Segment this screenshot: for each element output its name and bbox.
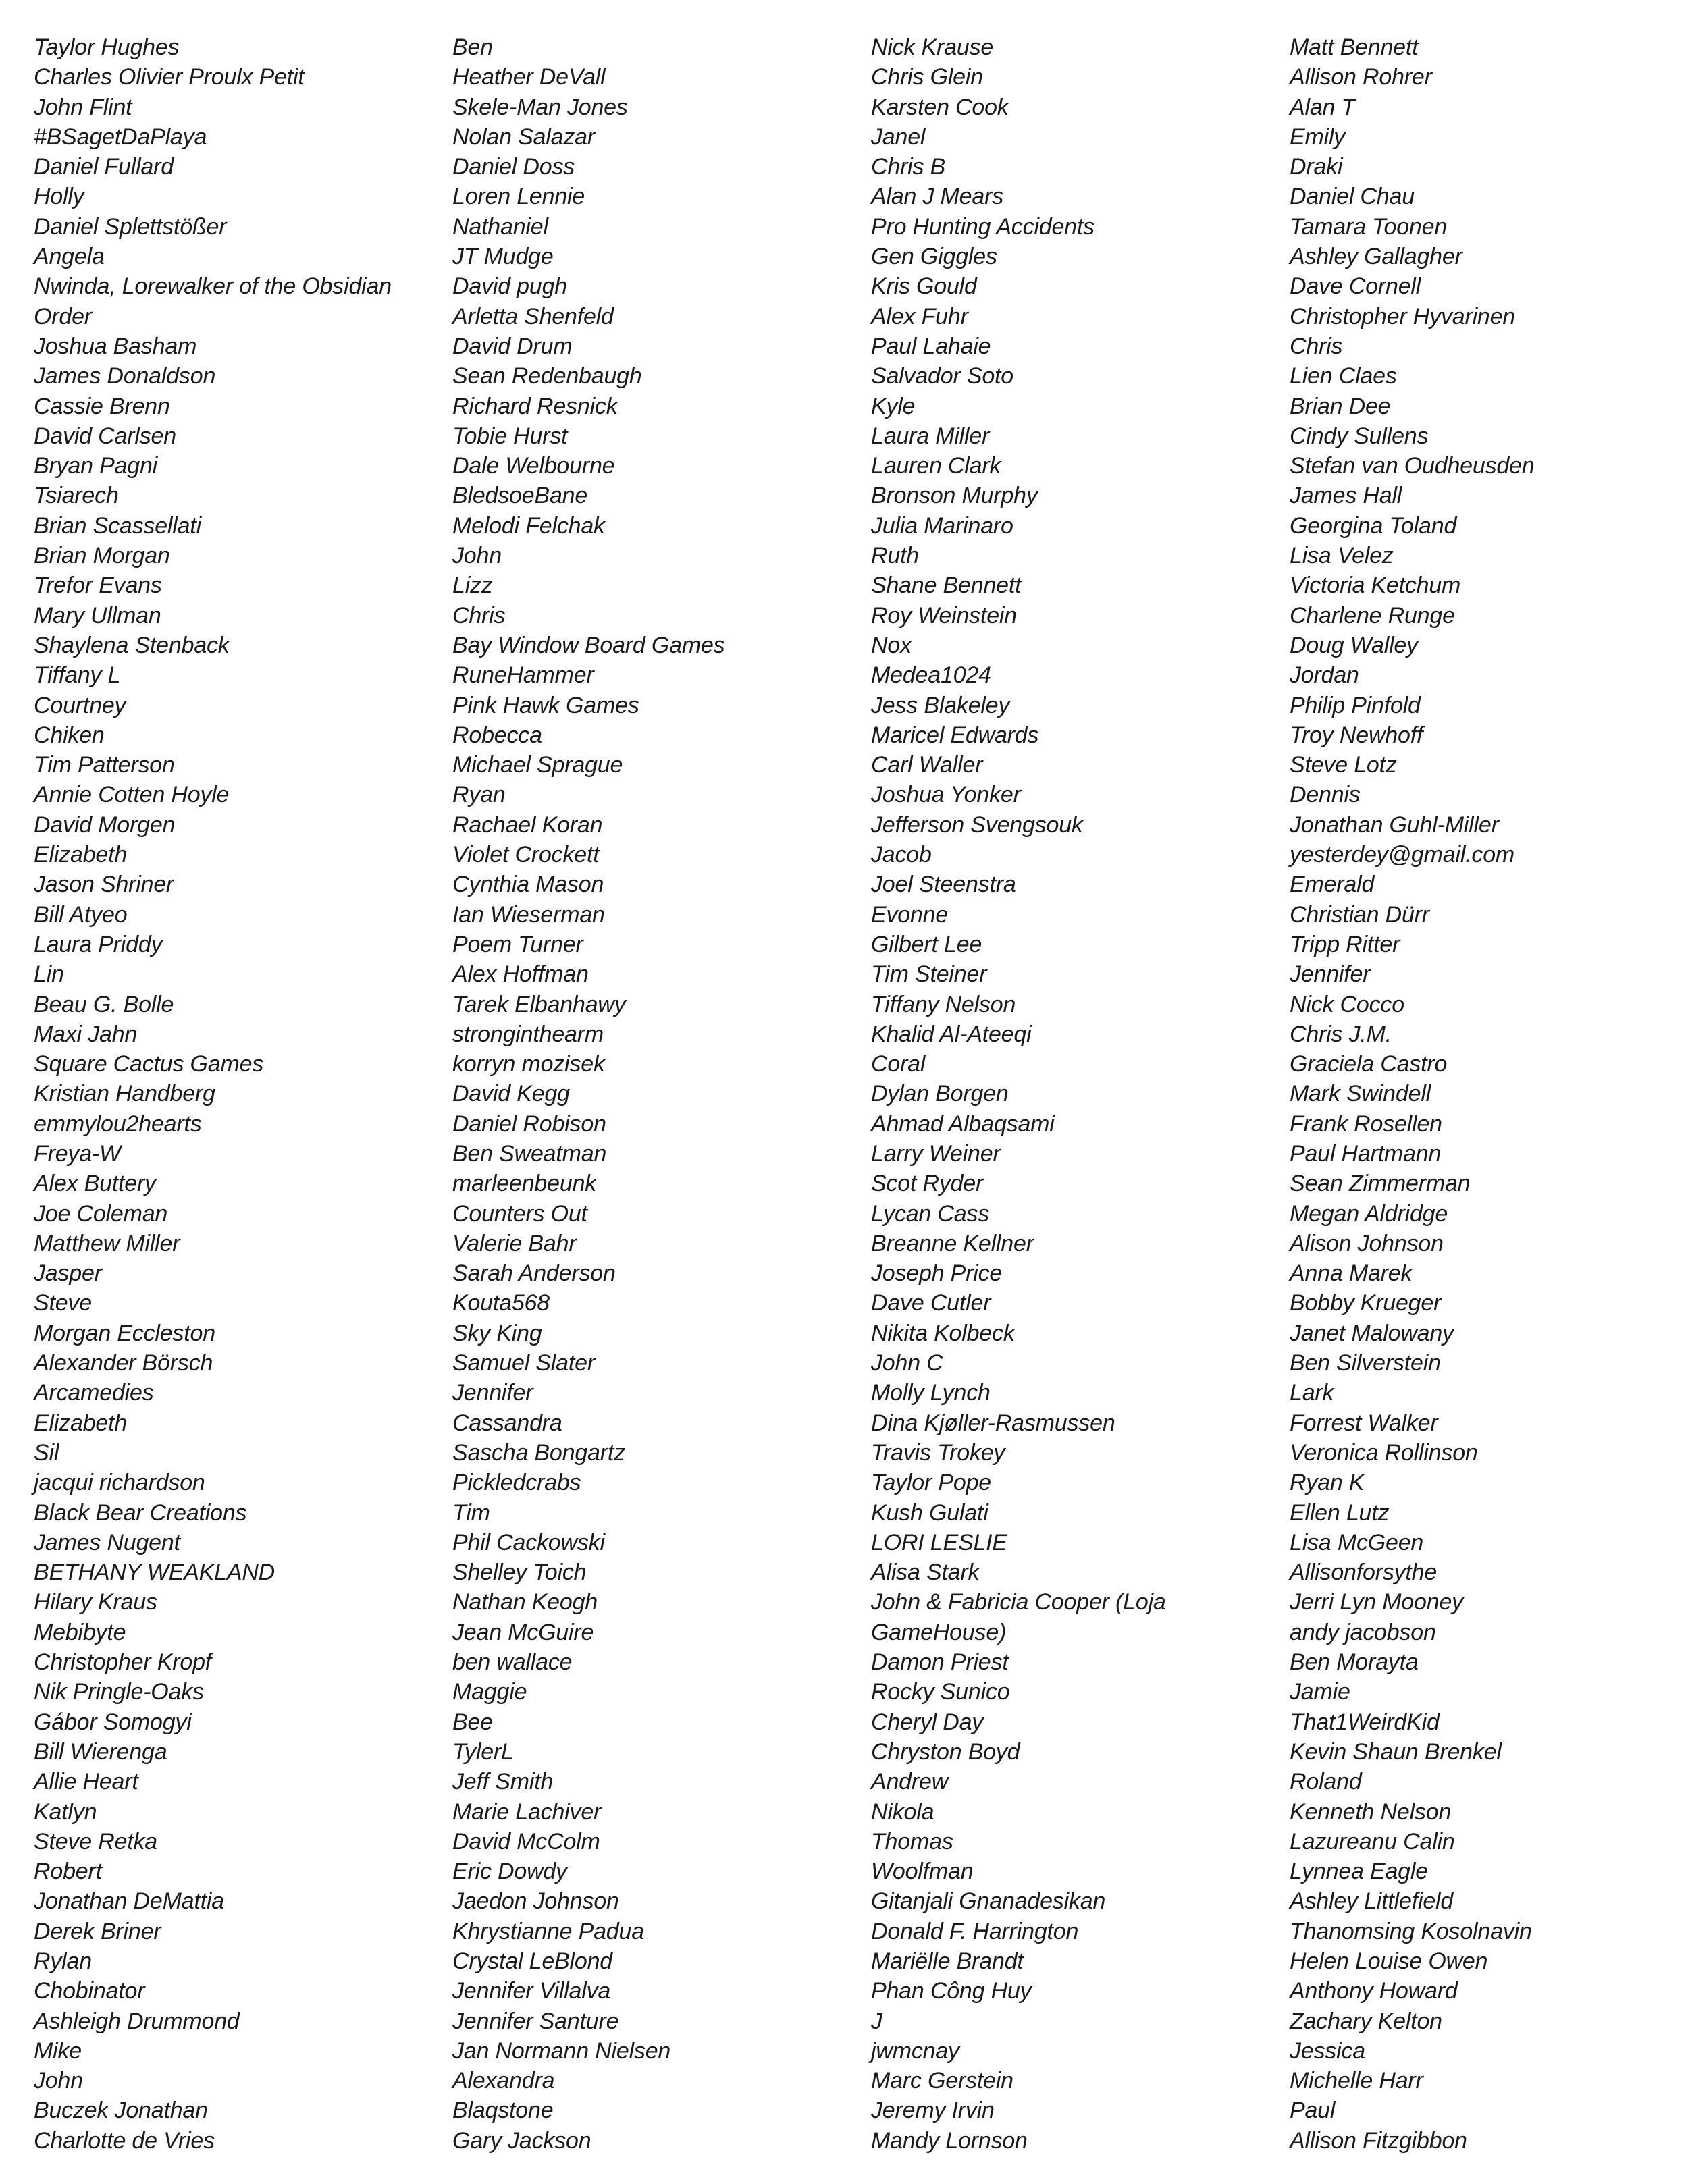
- name-entry: Shelley Toich: [452, 1560, 587, 1586]
- name-entry: Hilary Kraus: [34, 1589, 157, 1616]
- name-entry: Michael Sprague: [452, 752, 623, 778]
- name-entry: Jonathan DeMattia: [34, 1888, 224, 1915]
- name-entry: Daniel Robison: [452, 1111, 606, 1137]
- name-entry: Scot Ryder: [871, 1171, 984, 1197]
- name-entry: Mark Swindell: [1290, 1081, 1431, 1107]
- name-entry: Alex Fuhr: [871, 303, 968, 329]
- name-entry: Brian Morgan: [34, 543, 170, 569]
- name-entry: Allisonforsythe: [1290, 1560, 1438, 1586]
- name-entry: Lazureanu Calin: [1290, 1828, 1455, 1855]
- name-entry: Ben: [452, 34, 493, 60]
- name-entry: Chris B: [871, 154, 946, 180]
- name-entry: Joel Steenstra: [871, 872, 1016, 898]
- name-entry: Shaylena Stenback: [34, 632, 230, 658]
- name-entry: Gábor Somogyi: [34, 1709, 192, 1735]
- name-entry: RuneHammer: [452, 662, 594, 689]
- name-entry: Shane Bennett: [871, 572, 1022, 599]
- name-entry: Matthew Miller: [34, 1230, 180, 1256]
- name-entry: Eric Dowdy: [452, 1859, 567, 1885]
- name-entry: Thomas: [871, 1828, 953, 1855]
- name-entry: Tobie Hurst: [452, 423, 568, 449]
- name-entry: marleenbeunk: [452, 1171, 597, 1197]
- name-entry: Travis Trokey: [871, 1439, 1005, 1466]
- name-entry: Dave Cutler: [871, 1290, 991, 1316]
- name-entry: Jonathan Guhl-Miller: [1290, 811, 1499, 838]
- name-entry: Sky King: [452, 1320, 542, 1346]
- name-entry: Square Cactus Games: [34, 1051, 264, 1077]
- name-entry: David Kegg: [452, 1081, 570, 1107]
- name-entry: Nick Krause: [871, 34, 994, 60]
- name-entry: Khalid Al-Ateeqi: [871, 1021, 1032, 1047]
- name-entry: Zachary Kelton: [1290, 2008, 1442, 2034]
- name-entry: Tim: [452, 1499, 490, 1526]
- name-entry: Crystal LeBlond: [452, 1948, 613, 1974]
- name-entry: BledsoeBane: [452, 483, 588, 509]
- name-entry: Megan Aldridge: [1290, 1200, 1448, 1227]
- name-entry: Tiffany L: [34, 662, 121, 689]
- name-entry: Ashleigh Drummond: [34, 2008, 240, 2034]
- name-entry: Helen Louise Owen: [1290, 1948, 1488, 1974]
- name-entry: Allison Fitzgibbon: [1290, 2127, 1467, 2154]
- name-entry: Ben Silverstein: [1290, 1350, 1441, 1377]
- name-entry: Chobinator: [34, 1978, 145, 2004]
- name-entry: Kush Gulati: [871, 1499, 988, 1526]
- name-entry: Chris: [1290, 333, 1343, 359]
- name-entry: Daniel Fullard: [34, 154, 174, 180]
- name-entry: Kris Gould: [871, 273, 977, 300]
- name-entry: Chryston Boyd: [871, 1738, 1020, 1765]
- name-entry: Melodi Felchak: [452, 512, 605, 539]
- name-entry: Lycan Cass: [871, 1200, 990, 1227]
- name-entry: Cassandra: [452, 1410, 562, 1436]
- name-entry: Counters Out: [452, 1200, 587, 1227]
- name-entry: Emily: [1290, 124, 1346, 150]
- name-entry: Tripp Ritter: [1290, 931, 1400, 957]
- name-entry: Marc Gerstein: [871, 2068, 1013, 2094]
- name-entry: David Carlsen: [34, 423, 176, 449]
- name-entry: Kenneth Nelson: [1290, 1799, 1452, 1825]
- name-entry: Elizabeth: [34, 842, 128, 868]
- name-entry: Bay Window Board Games: [452, 632, 725, 658]
- name-entry: Nathan Keogh: [452, 1589, 598, 1616]
- name-entry: Rachael Koran: [452, 811, 603, 838]
- name-entry: Carl Waller: [871, 752, 983, 778]
- name-entry: Bryan Pagni: [34, 453, 158, 479]
- name-entry: Paul Hartmann: [1290, 1140, 1442, 1167]
- name-entry: Sascha Bongartz: [452, 1439, 625, 1466]
- name-entry: Jason Shriner: [34, 872, 174, 898]
- name-entry: John Flint: [34, 94, 132, 120]
- name-entry: korryn mozisek: [452, 1051, 605, 1077]
- name-entry: Richard Resnick: [452, 393, 618, 419]
- name-entry: Tamara Toonen: [1290, 213, 1448, 240]
- name-entry: Ahmad Albaqsami: [871, 1111, 1055, 1137]
- name-entry: Christopher Kropf: [34, 1649, 212, 1676]
- name-entry: Tim Patterson: [34, 752, 175, 778]
- name-entry: Violet Crockett: [452, 842, 600, 868]
- name-entry: Dave Cornell: [1290, 273, 1421, 300]
- name-entry: Cheryl Day: [871, 1709, 984, 1735]
- name-entry: Larry Weiner: [871, 1140, 1001, 1167]
- name-entry: Chiken: [34, 722, 105, 748]
- name-entry: Ellen Lutz: [1290, 1499, 1390, 1526]
- name-entry: Bronson Murphy: [871, 483, 1038, 509]
- name-entry: Nikita Kolbeck: [871, 1320, 1015, 1346]
- name-entry: Jan Normann Nielsen: [452, 2037, 671, 2064]
- name-entry: Sean Zimmerman: [1290, 1171, 1471, 1197]
- name-entry: Trefor Evans: [34, 572, 162, 599]
- name-entry: Mary Ullman: [34, 602, 161, 629]
- name-entry: Steve: [34, 1290, 92, 1316]
- name-entry: Anna Marek: [1290, 1260, 1413, 1287]
- name-entry: Dale Welbourne: [452, 453, 615, 479]
- name-entry: Gen Giggles: [871, 244, 997, 270]
- name-entry: Charlene Runge: [1290, 602, 1455, 629]
- name-entry: Donald F. Harrington: [871, 1918, 1079, 1944]
- name-entry: Julia Marinaro: [871, 512, 1013, 539]
- name-entry: Charles Olivier Proulx Petit: [34, 64, 305, 90]
- name-entry: TylerL: [452, 1738, 514, 1765]
- name-entry: Freya-W: [34, 1140, 121, 1167]
- name-entry: Georgina Toland: [1290, 512, 1457, 539]
- name-entry: J: [871, 2008, 882, 2034]
- name-entry: Bill Atyeo: [34, 901, 128, 928]
- name-entry: Alex Buttery: [34, 1171, 156, 1197]
- name-entry: Cassie Brenn: [34, 393, 170, 419]
- name-entry: Jeff Smith: [452, 1769, 554, 1795]
- name-entry: Cindy Sullens: [1290, 423, 1429, 449]
- name-entry: Ben Sweatman: [452, 1140, 607, 1167]
- name-entry: Ruth: [871, 543, 920, 569]
- name-entry: Kyle: [871, 393, 916, 419]
- name-entry: Roy Weinstein: [871, 602, 1017, 629]
- name-entry: Poem Turner: [452, 931, 583, 957]
- name-entry: Emerald: [1290, 872, 1375, 898]
- name-entry: Draki: [1290, 154, 1343, 180]
- name-entry: Jeremy Irvin: [871, 2098, 995, 2124]
- name-entry: Joshua Basham: [34, 333, 197, 359]
- name-entry: Dina Kjøller-Rasmussen: [871, 1410, 1115, 1436]
- name-entry: Paul: [1290, 2098, 1336, 2124]
- name-entry: Gary Jackson: [452, 2127, 591, 2154]
- name-entry: Molly Lynch: [871, 1380, 991, 1406]
- name-entry: Coral: [871, 1051, 926, 1077]
- name-column-1: [34, 32, 392, 2156]
- name-entry: That1WeirdKid: [1290, 1709, 1440, 1735]
- name-entry: Ryan: [452, 782, 506, 808]
- name-entry: Steve Retka: [34, 1828, 158, 1855]
- name-entry: John C: [871, 1350, 943, 1377]
- name-entry: Bill Wierenga: [34, 1738, 167, 1765]
- name-entry: Kristian Handberg: [34, 1081, 215, 1107]
- name-entry: Gilbert Lee: [871, 931, 982, 957]
- name-entry: Karsten Cook: [871, 94, 1009, 120]
- name-entry: Mebibyte: [34, 1619, 126, 1645]
- name-entry: Frank Rosellen: [1290, 1111, 1442, 1137]
- name-entry: Arletta Shenfeld: [452, 303, 614, 329]
- name-entry: David Drum: [452, 333, 573, 359]
- name-entry: Derek Briner: [34, 1918, 161, 1944]
- name-entry: #BSagetDaPlaya: [34, 124, 207, 150]
- name-entry: Alexandra: [452, 2068, 555, 2094]
- name-entry: Alisa Stark: [871, 1560, 980, 1586]
- name-entry: Philip Pinfold: [1290, 692, 1421, 718]
- name-entry: Nik Pringle-Oaks: [34, 1679, 204, 1705]
- name-entry: emmylou2hearts: [34, 1111, 202, 1137]
- name-entry: Nolan Salazar: [452, 124, 595, 150]
- name-entry: Janet Malowany: [1290, 1320, 1454, 1346]
- name-entry: Rocky Sunico: [871, 1679, 1010, 1705]
- name-entry: Ashley Littlefield: [1290, 1888, 1454, 1915]
- name-entry: Chris J.M.: [1290, 1021, 1392, 1047]
- name-entry: Jennifer Villalva: [452, 1978, 611, 2004]
- name-entry: Kevin Shaun Brenkel: [1290, 1738, 1502, 1765]
- name-entry: Joe Coleman: [34, 1200, 168, 1227]
- name-entry: Dylan Borgen: [871, 1081, 1009, 1107]
- name-entry: Jacob: [871, 842, 932, 868]
- name-entry: Morgan Eccleston: [34, 1320, 215, 1346]
- name-entry: John: [452, 543, 502, 569]
- name-entry: Lin: [34, 961, 64, 988]
- name-entry: Forrest Walker: [1290, 1410, 1438, 1436]
- name-entry: Daniel Splettstößer: [34, 213, 227, 240]
- name-entry: Christopher Hyvarinen: [1290, 303, 1516, 329]
- name-entry: Anthony Howard: [1290, 1978, 1458, 2004]
- name-entry: Nikola: [871, 1799, 934, 1825]
- name-entry: Jess Blakeley: [871, 692, 1010, 718]
- name-entry: JT Mudge: [452, 244, 554, 270]
- name-entry: Elizabeth: [34, 1410, 128, 1436]
- name-entry: Alex Hoffman: [452, 961, 589, 988]
- name-entry: John & Fabricia Cooper (Loja: [871, 1589, 1166, 1616]
- name-entry: Allie Heart: [34, 1769, 138, 1795]
- name-entry: Jerri Lyn Mooney: [1290, 1589, 1463, 1616]
- name-column-4: [1290, 32, 1535, 2156]
- name-entry: Lizz: [452, 572, 493, 599]
- name-entry: Ian Wieserman: [452, 901, 605, 928]
- name-entry: Paul Lahaie: [871, 333, 991, 359]
- name-entry: Nick Cocco: [1290, 991, 1404, 1017]
- name-entry: Valerie Bahr: [452, 1230, 577, 1256]
- name-entry: Order: [34, 303, 92, 329]
- name-entry: Tim Steiner: [871, 961, 987, 988]
- name-entry: Nwinda, Lorewalker of the Obsidian: [34, 273, 392, 300]
- name-entry: Heather DeVall: [452, 64, 606, 90]
- name-entry: Mandy Lornson: [871, 2127, 1028, 2154]
- name-entry: Jasper: [34, 1260, 102, 1287]
- name-entry: Andrew: [871, 1769, 949, 1795]
- name-entry: Ashley Gallagher: [1290, 244, 1462, 270]
- name-entry: Alan J Mears: [871, 184, 1004, 210]
- name-entry: Courtney: [34, 692, 126, 718]
- name-entry: jwmcnay: [871, 2037, 959, 2064]
- name-entry: GameHouse): [871, 1619, 1007, 1645]
- name-entry: Mariëlle Brandt: [871, 1948, 1024, 1974]
- name-entry: Graciela Castro: [1290, 1051, 1448, 1077]
- name-entry: Jamie: [1290, 1679, 1350, 1705]
- name-entry: Maggie: [452, 1679, 527, 1705]
- name-entry: Lark: [1290, 1380, 1334, 1406]
- name-entry: Phan Công Huy: [871, 1978, 1032, 2004]
- name-entry: Bobby Krueger: [1290, 1290, 1442, 1316]
- name-entry: Lisa Velez: [1290, 543, 1394, 569]
- name-entry: Jennifer: [452, 1380, 533, 1406]
- name-entry: Pickledcrabs: [452, 1470, 581, 1496]
- name-entry: Doug Walley: [1290, 632, 1418, 658]
- name-entry: Christian Dürr: [1290, 901, 1429, 928]
- name-entry: Steve Lotz: [1290, 752, 1397, 778]
- name-entry: jacqui richardson: [34, 1470, 205, 1496]
- name-entry: Rylan: [34, 1948, 92, 1974]
- name-entry: Joshua Yonker: [871, 782, 1021, 808]
- name-entry: Nathaniel: [452, 213, 548, 240]
- name-entry: Loren Lennie: [452, 184, 585, 210]
- name-entry: Salvador Soto: [871, 363, 1013, 390]
- name-entry: Bee: [452, 1709, 493, 1735]
- name-entry: Woolfman: [871, 1859, 974, 1885]
- name-entry: Taylor Pope: [871, 1470, 991, 1496]
- name-entry: Sean Redenbaugh: [452, 363, 642, 390]
- name-entry: Veronica Rollinson: [1290, 1439, 1478, 1466]
- name-entry: Tsiarech: [34, 483, 119, 509]
- name-entry: Nox: [871, 632, 912, 658]
- name-entry: Skele-Man Jones: [452, 94, 628, 120]
- name-entry: Daniel Chau: [1290, 184, 1415, 210]
- name-entry: Kouta568: [452, 1290, 550, 1316]
- name-entry: Tiffany Nelson: [871, 991, 1016, 1017]
- name-entry: Gitanjali Gnanadesikan: [871, 1888, 1106, 1915]
- name-entry: Jessica: [1290, 2037, 1365, 2064]
- name-entry: Alan T: [1290, 94, 1356, 120]
- name-entry: John: [34, 2068, 83, 2094]
- name-entry: Allison Rohrer: [1290, 64, 1432, 90]
- name-entry: Damon Priest: [871, 1649, 1009, 1676]
- name-entry: stronginthearm: [452, 1021, 604, 1047]
- name-entry: Angela: [34, 244, 105, 270]
- name-entry: Cynthia Mason: [452, 872, 604, 898]
- name-entry: Annie Cotten Hoyle: [34, 782, 230, 808]
- name-entry: Buczek Jonathan: [34, 2098, 208, 2124]
- name-entry: Maxi Jahn: [34, 1021, 138, 1047]
- name-entry: David Morgen: [34, 811, 176, 838]
- name-entry: Blaqstone: [452, 2098, 554, 2124]
- name-entry: Lien Claes: [1290, 363, 1397, 390]
- name-entry: Jefferson Svengsouk: [871, 811, 1083, 838]
- name-entry: Brian Dee: [1290, 393, 1391, 419]
- name-entry: Jennifer: [1290, 961, 1371, 988]
- name-entry: Black Bear Creations: [34, 1499, 247, 1526]
- name-entry: Stefan van Oudheusden: [1290, 453, 1535, 479]
- name-entry: Samuel Slater: [452, 1350, 595, 1377]
- name-entry: Evonne: [871, 901, 949, 928]
- name-entry: andy jacobson: [1290, 1619, 1436, 1645]
- name-entry: Medea1024: [871, 662, 991, 689]
- name-entry: Jaedon Johnson: [452, 1888, 619, 1915]
- name-entry: Troy Newhoff: [1290, 722, 1423, 748]
- name-entry: Charlotte de Vries: [34, 2127, 215, 2154]
- name-entry: Beau G. Bolle: [34, 991, 174, 1017]
- name-entry: Alexander Börsch: [34, 1350, 213, 1377]
- name-entry: Janel: [871, 124, 926, 150]
- name-entry: Taylor Hughes: [34, 34, 180, 60]
- name-entry: Michelle Harr: [1290, 2068, 1423, 2094]
- name-entry: Arcamedies: [34, 1380, 154, 1406]
- name-entry: Tarek Elbanhawy: [452, 991, 626, 1017]
- name-entry: Robecca: [452, 722, 542, 748]
- name-entry: Khrystianne Padua: [452, 1918, 644, 1944]
- name-entry: Thanomsing Kosolnavin: [1290, 1918, 1532, 1944]
- name-entry: Jean McGuire: [452, 1619, 594, 1645]
- name-entry: Ryan K: [1290, 1470, 1365, 1496]
- name-entry: Breanne Kellner: [871, 1230, 1034, 1256]
- name-entry: Sil: [34, 1439, 59, 1466]
- name-entry: ben wallace: [452, 1649, 573, 1676]
- name-entry: Lynnea Eagle: [1290, 1859, 1428, 1885]
- name-entry: Maricel Edwards: [871, 722, 1039, 748]
- name-entry: Joseph Price: [871, 1260, 1003, 1287]
- name-entry: Chris: [452, 602, 506, 629]
- name-entry: James Donaldson: [34, 363, 216, 390]
- name-entry: LORI LESLIE: [871, 1529, 1007, 1555]
- name-entry: Marie Lachiver: [452, 1799, 602, 1825]
- name-column-2: [452, 32, 724, 2156]
- name-entry: Katlyn: [34, 1799, 97, 1825]
- name-entry: Holly: [34, 184, 84, 210]
- name-entry: Sarah Anderson: [452, 1260, 616, 1287]
- name-entry: Phil Cackowski: [452, 1529, 605, 1555]
- name-entry: David McColm: [452, 1828, 600, 1855]
- name-entry: Alison Johnson: [1290, 1230, 1444, 1256]
- name-entry: Pro Hunting Accidents: [871, 213, 1094, 240]
- name-entry: Dennis: [1290, 782, 1361, 808]
- name-entry: Victoria Ketchum: [1290, 572, 1461, 599]
- name-entry: Lisa McGeen: [1290, 1529, 1424, 1555]
- name-entry: James Hall: [1290, 483, 1402, 509]
- name-entry: Brian Scassellati: [34, 512, 201, 539]
- name-entry: BETHANY WEAKLAND: [34, 1560, 275, 1586]
- name-entry: Robert: [34, 1859, 102, 1885]
- name-entry: James Nugent: [34, 1529, 180, 1555]
- name-entry: David pugh: [452, 273, 568, 300]
- name-entry: Jordan: [1290, 662, 1359, 689]
- name-entry: Lauren Clark: [871, 453, 1001, 479]
- name-entry: Jennifer Santure: [452, 2008, 619, 2034]
- name-entry: yesterdey@gmail.com: [1290, 842, 1515, 868]
- name-entry: Chris Glein: [871, 64, 983, 90]
- name-entry: Pink Hawk Games: [452, 692, 639, 718]
- name-entry: Daniel Doss: [452, 154, 575, 180]
- name-entry: Ben Morayta: [1290, 1649, 1419, 1676]
- name-column-3: [871, 32, 1166, 2156]
- name-entry: Laura Priddy: [34, 931, 163, 957]
- name-entry: Mike: [34, 2037, 82, 2064]
- name-entry: Matt Bennett: [1290, 34, 1419, 60]
- name-entry: Laura Miller: [871, 423, 990, 449]
- name-entry: Roland: [1290, 1769, 1362, 1795]
